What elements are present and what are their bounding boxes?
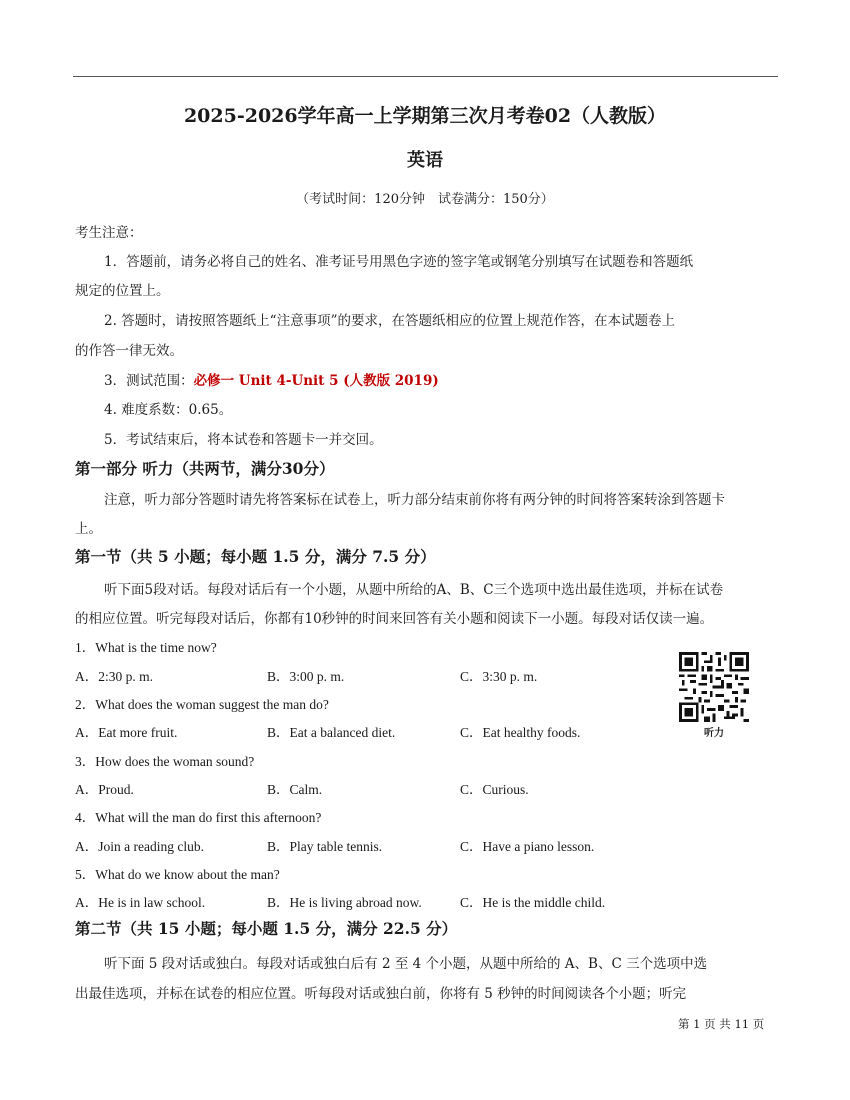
question-5-option-c: C．He is the middle child. (460, 895, 606, 910)
notice-item-3-prefix: 3．测试范围： (104, 373, 194, 389)
question-2-option-c: C．Eat healthy foods. (460, 725, 581, 740)
question-2-option-b: B．Eat a balanced diet. (267, 725, 396, 740)
section-1-heading: 第一节（共 5 小题；每小题 1.5 分，满分 7.5 分） (75, 547, 436, 566)
section-2-instr-line-1: 听下面 5 段对话或独白。每段对话或独白后有 2 至 4 个小题，从题中所给的 A、B、C 三个选项中选 (104, 956, 708, 972)
notice-item-1-line-1: 1．答题前，请务必将自己的姓名、准考证号用黑色字迹的签字笔或钢笔分别填写在试题卷和答题纸 (104, 254, 694, 270)
section-1-instr-line-1: 听下面5段对话。每段对话后有一个小题，从题中所给的A、B、C三个选项中选出最佳选项，并标在试卷 (104, 582, 724, 598)
section-2-instr-line-2: 出最佳选项，并标在试卷的相应位置。听每段对话或独白前，你将有 5 秒钟的时间阅读各个小题；听完 (75, 986, 687, 1002)
header-rule (73, 76, 778, 77)
exam-meta: （考试时间：120分钟 试卷满分：150分） (296, 192, 554, 207)
section-1-instr-line-2: 的相应位置。听完每段对话后，你都有10秒钟的时间来回答有关小题和阅读下一小题。每段对话仅读一遍。 (75, 611, 714, 627)
notice-heading: 考生注意： (75, 225, 143, 241)
question-5-option-a: A．He is in law school. (75, 895, 206, 910)
section-2-heading: 第二节（共 15 小题；每小题 1.5 分，满分 22.5 分） (75, 919, 458, 938)
notice-item-5: 5．考试结束后，将本试卷和答题卡一并交回。 (104, 432, 383, 448)
qr-code-icon[interactable] (679, 652, 749, 722)
question-5: 5．What do we know about the man? (75, 867, 280, 882)
question-1: 1．What is the time now? (75, 640, 217, 655)
question-3-option-a: A．Proud. (75, 782, 134, 797)
question-3: 3．How does the woman sound? (75, 754, 255, 769)
part-1-note-line-1: 注意，听力部分答题时请先将答案标在试卷上，听力部分结束前你将有两分钟的时间将答案转涂到答题卡 (104, 492, 725, 508)
question-1-option-c: C．3:30 p. m. (460, 669, 538, 684)
question-4-option-c: C．Have a piano lesson. (460, 839, 595, 854)
notice-item-1-line-2: 规定的位置上。 (75, 283, 170, 299)
question-3-option-c: C．Curious. (460, 782, 529, 797)
question-1-option-a: A．2:30 p. m. (75, 669, 154, 684)
question-2-option-a: A．Eat more fruit. (75, 725, 178, 740)
subject-title: 英语 (407, 150, 443, 171)
notice-item-4: 4. 难度系数：0.65。 (104, 402, 233, 418)
question-4: 4．What will the man do first this afternoon? (75, 810, 322, 825)
question-4-option-b: B．Play table tennis. (267, 839, 383, 854)
notice-item-2-line-1: 2. 答题时，请按照答题纸上“注意事项”的要求，在答题纸相应的位置上规范作答，在本试题卷上 (104, 313, 675, 329)
question-1-option-b: B．3:00 p. m. (267, 669, 345, 684)
test-scope: 必修一 Unit 4-Unit 5 (人教版 2019) (193, 373, 439, 389)
notice-item-3 (104, 369, 439, 389)
part-1-note-line-2: 上。 (75, 521, 102, 537)
notice-item-2-line-2: 的作答一律无效。 (75, 343, 183, 359)
question-4-option-a: A．Join a reading club. (75, 839, 204, 854)
qr-code-label: 听力 (704, 728, 724, 739)
question-3-option-b: B．Calm. (267, 782, 323, 797)
part-1-heading: 第一部分 听力（共两节，满分30分） (75, 459, 335, 478)
question-5-option-b: B．He is living abroad now. (267, 895, 422, 910)
page-title: 2025-2026学年高一上学期第三次月考卷02（人教版） (183, 105, 667, 127)
question-2: 2．What does the woman suggest the man do? (75, 697, 329, 712)
page-number: 第 1 页 共 11 页 (678, 1017, 765, 1031)
